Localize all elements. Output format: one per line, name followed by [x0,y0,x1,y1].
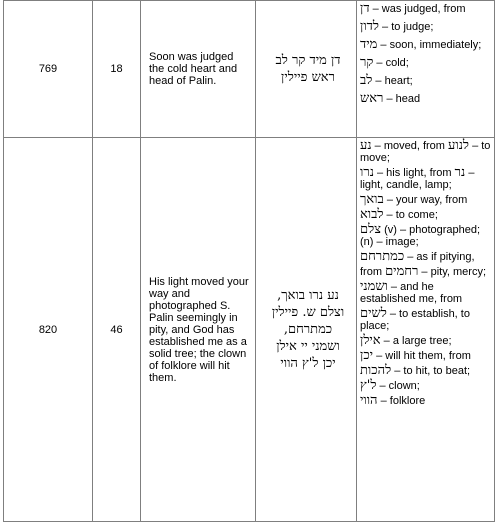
gloss-text: – to come; [383,209,438,221]
hebrew-word: ל'ץ [360,378,377,393]
gloss-entry [360,263,492,278]
gloss-entry [360,51,492,69]
hebrew-word: יכן [360,348,374,363]
gloss-text: – light, candle, lamp; [360,167,475,191]
gloss-entry [360,305,492,332]
gloss-text: – as if pitying, [404,251,475,263]
gloss-entry [360,248,492,263]
gloss-entry [360,164,492,191]
hebrew-line: ושמני יי אילן [276,339,340,354]
gloss-text: – cold; [373,57,409,69]
count-cell: 46 [93,138,141,522]
glossary-cell [357,138,495,522]
gloss-text: – to judge; [378,21,434,33]
gloss-entry [360,3,492,15]
gloss-text: – will hit them, from [373,350,471,362]
hebrew-word: לנוע [448,138,470,153]
hebrew-word: הווי [360,393,378,408]
english-translation-cell: His light moved your way and photographed S. Palin seemingly in pity, and God has established me as a solid tree; the clown of folklore will hit them. [141,138,256,522]
line-number-cell: 820 [4,138,93,522]
hebrew-line: נע נרו בואך, [277,288,339,303]
gloss-entry [360,347,492,362]
hebrew-line: וצלם ש. פיילין [271,305,345,320]
gloss-text: – his light, from [373,167,455,179]
gloss-text: – heart; [372,75,413,87]
hebrew-line: כמתרחם, [283,322,333,337]
hebrew-line: יכן ל'ץ הווי [280,356,336,371]
count-cell: 18 [93,1,141,138]
gloss-text: – a large tree; [380,335,452,347]
gloss-entry [360,33,492,51]
hebrew-word: כמתרחם [360,249,405,264]
hebrew-word: להכות [360,363,392,378]
gloss-entry [360,278,492,305]
hebrew-word: בואך [360,192,384,207]
glossary-cell [357,1,495,138]
hebrew-word: נר [454,165,466,180]
hebrew-word: ושמני [360,279,388,294]
gloss-text: – clown; [376,380,420,392]
gloss-text: – soon, immediately; [377,39,482,51]
gloss-entry [360,221,492,248]
gloss-text: – pity, mercy; [418,266,487,278]
hebrew-word: לבוא [360,207,384,222]
gloss-entry [360,377,492,392]
gloss-text: from [360,266,386,278]
gloss-entry [360,87,492,105]
english-translation-cell: Soon was judged the cold heart and head of Palin. [141,1,256,138]
hebrew-word: לדון [360,19,379,34]
hebrew-word: מיד [360,37,378,52]
hebrew-word: צלם [360,222,382,237]
gloss-text: – to move; [360,140,491,164]
hebrew-word: נע [360,138,372,153]
gloss-text: – moved, from [371,140,449,152]
hebrew-word: לשים [360,306,387,321]
hebrew-word: לב [360,73,373,88]
gloss-text: – folklore [377,395,426,407]
gloss-text: – your way, from [383,194,468,206]
table-row [4,138,495,522]
gloss-entry [360,206,492,221]
gloss-entry [360,362,492,377]
hebrew-word: דן [360,1,370,16]
gloss-text: (v) – photographed; (n) – image; [360,224,481,248]
hebrew-word: רחמים [385,264,419,279]
gloss-text: – and he established me, from [360,281,463,305]
gloss-entry [360,332,492,347]
gloss-text: – head [383,93,421,105]
gloss-text: – was judged, from [369,3,466,15]
gloss-text: – to establish, to place; [360,308,470,332]
hebrew-word: ראש [360,91,384,106]
line-number-cell: 769 [4,1,93,138]
gloss-text: – to hit, to beat; [391,365,471,377]
gloss-entry [360,140,492,164]
hebrew-word: אילן [360,333,381,348]
gloss-entry [360,392,492,407]
hebrew-text-cell [256,1,357,138]
table-row [4,1,495,138]
gloss-entry [360,15,492,33]
translation-table [3,0,495,522]
hebrew-word: נרו [360,165,374,180]
hebrew-line: דן מיד קר לב [275,53,341,68]
gloss-entry [360,191,492,206]
hebrew-line: ראש פיילין [281,70,335,85]
gloss-entry [360,69,492,87]
hebrew-text-cell [256,138,357,522]
hebrew-word: קר [360,55,374,70]
